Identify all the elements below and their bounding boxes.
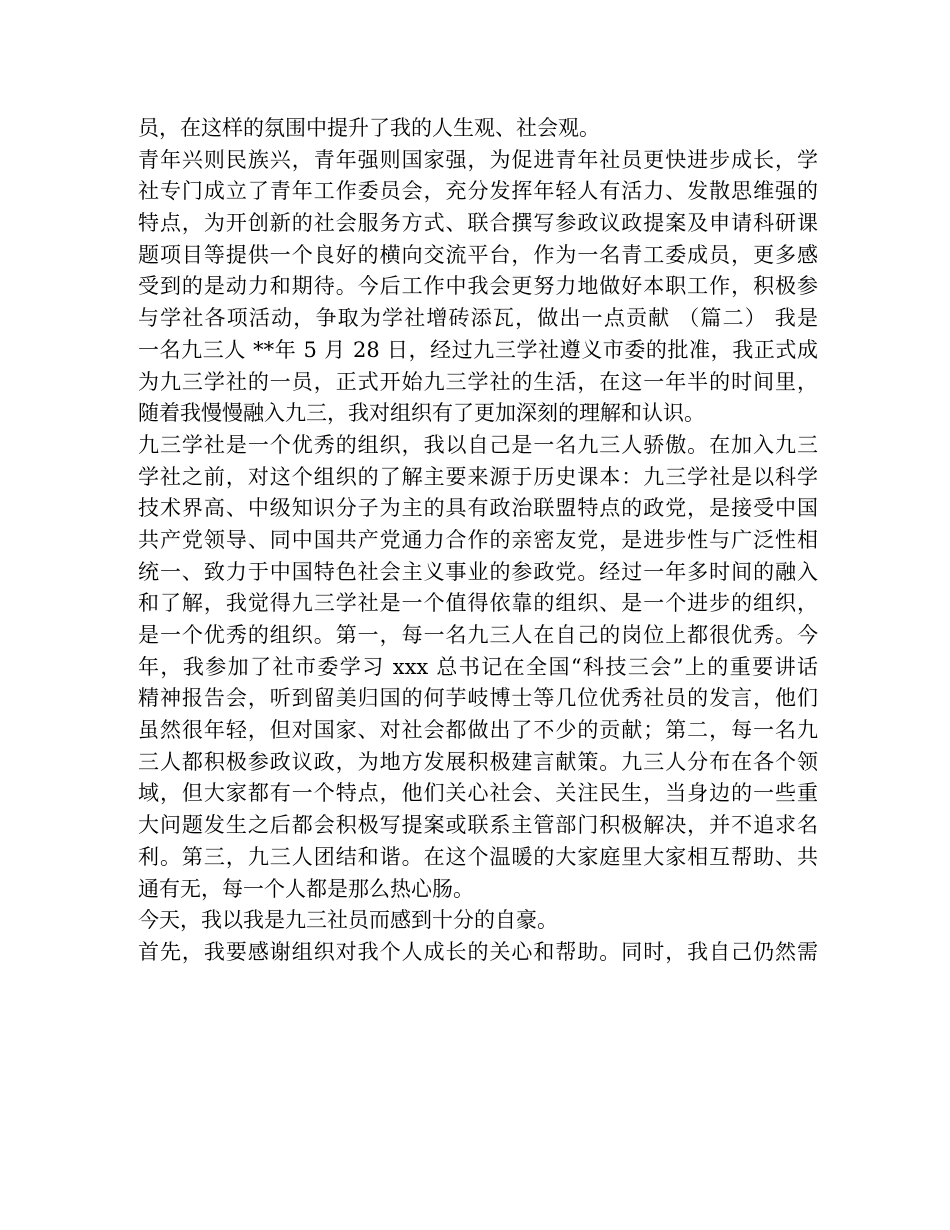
text-line: 共产党领导、同中国共产党通力合作的亲密友党，是进步性与广泛性相 (138, 527, 818, 552)
text-line: 与学社各项活动，争取为学社增砖添瓦，做出一点贡献 （篇二） 我是 (138, 306, 818, 331)
text-line: 是一个优秀的组织。第一，每一名九三人在自己的岗位上都很优秀。今 (138, 623, 818, 647)
text-line: 特点，为开创新的社会服务方式、联合撰写参政议政提案及申请科研课 (138, 211, 818, 236)
text-line: 精神报告会，听到留美归国的何芋岐博士等几位优秀社员的发言，他们 (138, 686, 818, 711)
text-line: 统一、致力于中国特色社会主义事业的参政党。经过一年多时间的融入 (138, 559, 818, 584)
text-line: 员，在这样的氛围中提升了我的人生观、社会观。 (138, 116, 600, 140)
text-line: 三人都积极参政议政，为地方发展积极建言献策。九三人分布在各个领 (138, 749, 818, 774)
text-line: 虽然很年轻，但对国家、对社会都做出了不少的贡献；第二，每一名九 (138, 718, 818, 743)
text-line: 社专门成立了青年工作委员会，充分发挥年轻人有活力、发散思维强的 (138, 179, 818, 204)
text-line: 和了解，我觉得九三学社是一个值得依靠的组织、是一个进步的组织， (138, 591, 818, 616)
text-line: 年，我参加了社市委学习 xxx 总书记在全国“科技三会”上的重要讲话 (138, 654, 818, 679)
text-line: 大问题发生之后都会积极写提案或联系主管部门积极解决，并不追求名 (138, 813, 818, 838)
text-line: 题项目等提供一个良好的横向交流平台，作为一名青工委成员，更多感 (138, 242, 818, 267)
text-line: 学社之前，对这个组织的了解主要来源于历史课本：九三学社是以科学 (138, 464, 818, 489)
text-line: 今天，我以我是九三社员而感到十分的自豪。 (138, 908, 558, 933)
text-line: 域，但大家都有一个特点，他们关心社会、关注民生，当身边的一些重 (138, 781, 818, 806)
text-line: 随着我慢慢融入九三，我对组织有了更加深刻的理解和认识。 (138, 401, 705, 426)
body-text (138, 113, 818, 969)
text-line: 技术界高、中级知识分子为主的具有政治联盟特点的政党，是接受中国 (138, 496, 818, 521)
text-line: 一名九三人 **年 5 月 28 日，经过九三学社遵义市委的批准，我正式成 (138, 337, 818, 362)
text-line: 受到的是动力和期待。今后工作中我会更努力地做好本职工作，积极参 (138, 274, 818, 299)
text-line: 通有无，每一个人都是那么热心肠。 (138, 876, 474, 901)
text-line: 青年兴则民族兴，青年强则国家强，为促进青年社员更快进步成长，学 (138, 147, 818, 172)
text-line: 为九三学社的一员，正式开始九三学社的生活，在这一年半的时间里， (138, 369, 818, 394)
text-line: 九三学社是一个优秀的组织，我以自己是一名九三人骄傲。在加入九三 (138, 432, 818, 457)
text-line: 首先，我要感谢组织对我个人成长的关心和帮助。同时，我自己仍然需 (138, 939, 818, 964)
text-line: 利。第三，九三人团结和谐。在这个温暖的大家庭里大家相互帮助、共 (138, 844, 818, 869)
